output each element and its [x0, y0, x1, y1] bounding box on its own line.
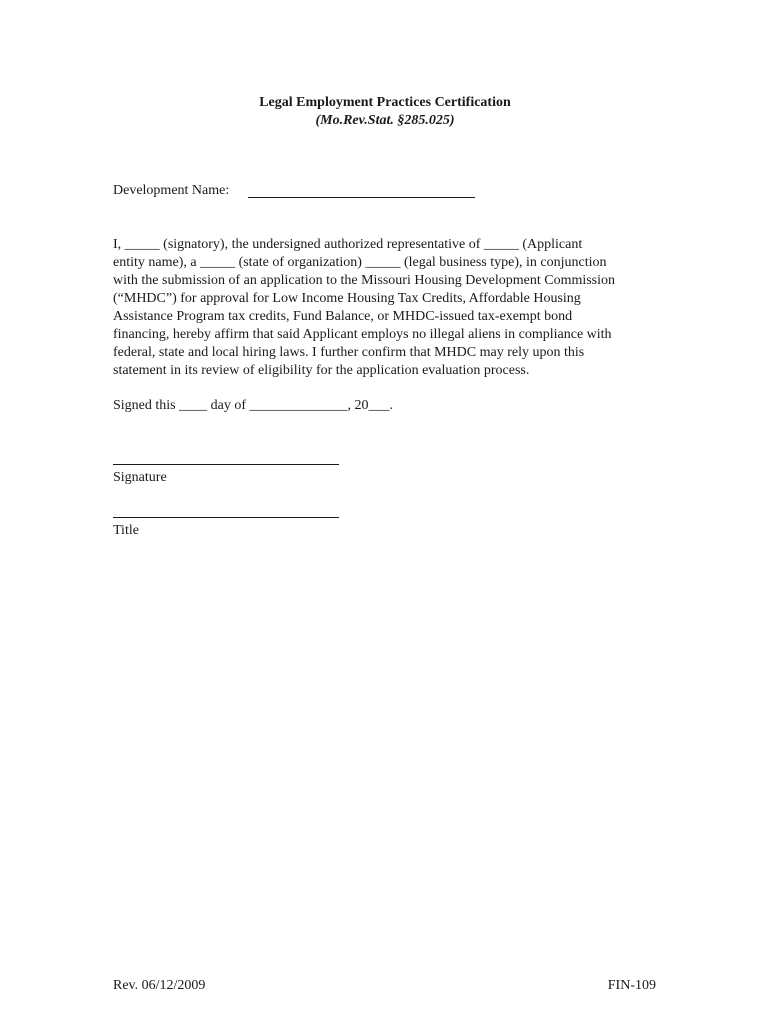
signature-label: Signature [113, 470, 167, 485]
signed-date-line: Signed this ____ day of ______________, 20___. [113, 398, 393, 413]
statute-citation: (Mo.Rev.Stat. §285.025) [315, 113, 455, 128]
development-name-field[interactable] [248, 197, 475, 198]
revision-date: Rev. 06/12/2009 [113, 978, 206, 993]
signature-field[interactable] [113, 464, 339, 465]
paragraph-line: financing, hereby affirm that said Applicant employs no illegal aliens in compliance with [113, 327, 612, 342]
title-field[interactable] [113, 517, 339, 518]
form-number: FIN-109 [607, 978, 656, 993]
document-title: Legal Employment Practices Certification [259, 95, 511, 110]
paragraph-line: (“MHDC”) for approval for Low Income Housing Tax Credits, Affordable Housing [113, 291, 581, 306]
development-name-label: Development Name: [113, 183, 230, 198]
paragraph-line: federal, state and local hiring laws. I further confirm that MHDC may rely upon this [113, 345, 585, 360]
title-label: Title [113, 523, 139, 538]
paragraph-line: I, _____ (signatory), the undersigned authorized representative of _____ (Applicant [113, 237, 583, 252]
certification-paragraph [113, 236, 673, 380]
paragraph-line: Assistance Program tax credits, Fund Balance, or MHDC-issued tax-exempt bond [113, 309, 573, 324]
paragraph-line: entity name), a _____ (state of organization) _____ (legal business type), in conjunction [113, 255, 607, 270]
paragraph-line: with the submission of an application to the Missouri Housing Development Commission [113, 273, 616, 288]
paragraph-line: statement in its review of eligibility for the application evaluation process. [113, 363, 530, 378]
